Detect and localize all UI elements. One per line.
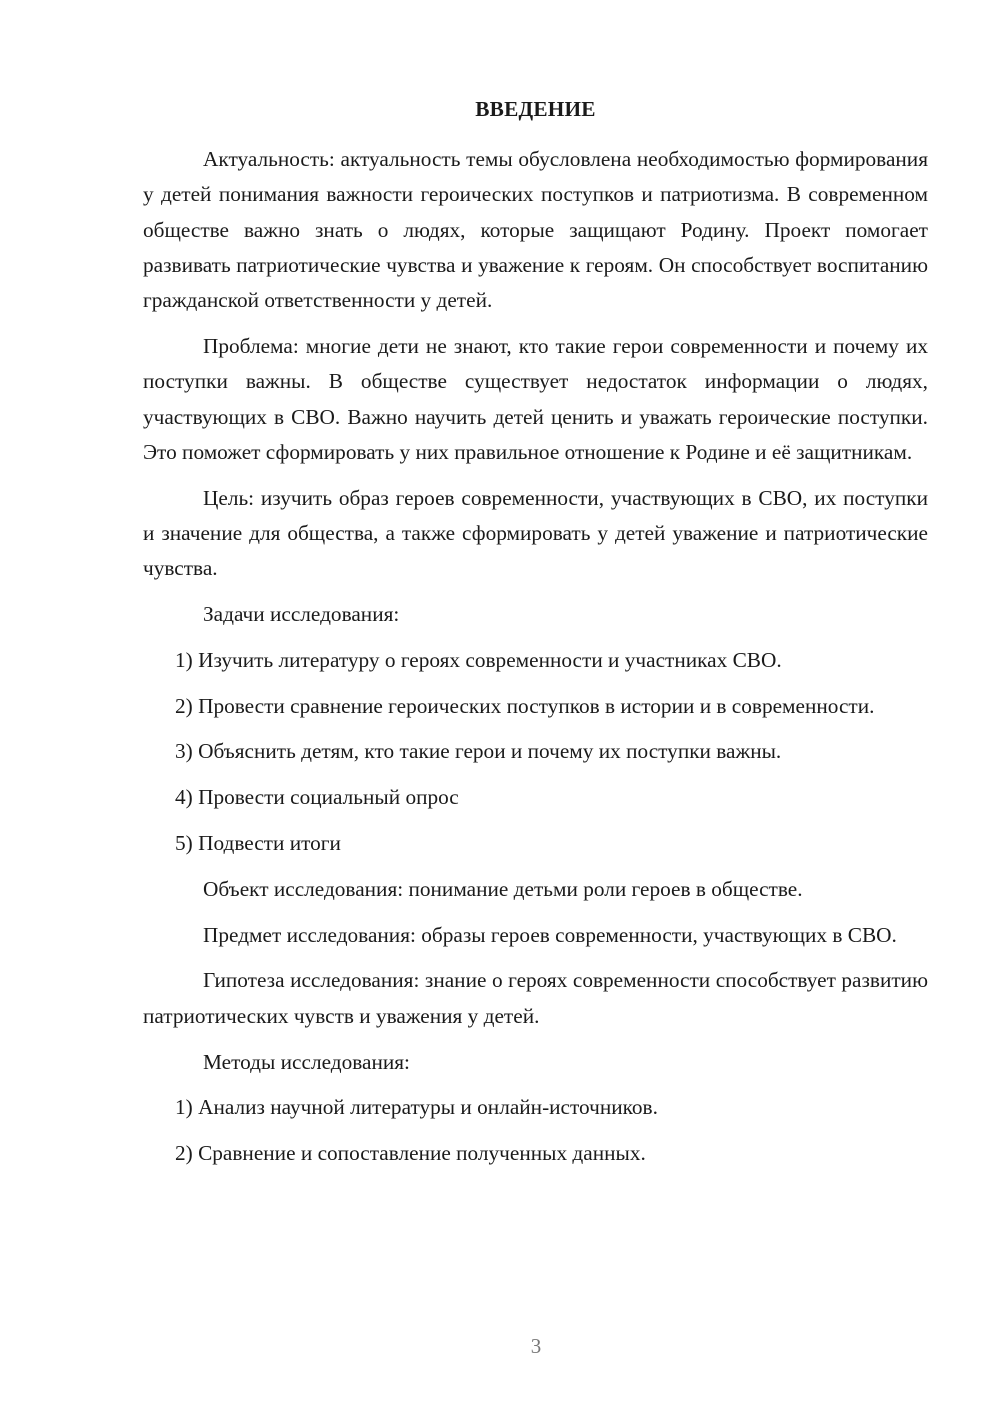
tasks-label: Задачи исследования: — [203, 602, 400, 627]
relevance-paragraph: Актуальность: актуальность темы обусловлена необходимостью формирования у детей понимания важности героических поступков и патриотизма. В современном обществе важно знать о людях, которые защищают Родину. Проект помогает развивать патриотические чувства и уважение к героям. Он способствует воспитанию гражданской ответственности у детей. — [143, 147, 928, 313]
hypothesis-paragraph: Гипотеза исследования: знание о героях современности способствует развитию патриотических чувств и уважения у детей. — [143, 968, 928, 1028]
tasks-list — [143, 643, 928, 861]
task-item: 2) Провести сравнение героических поступков в истории и в современности. — [175, 693, 875, 718]
page-content — [143, 92, 928, 1182]
section-title: ВВЕДЕНИЕ — [475, 97, 596, 121]
methods-list — [143, 1090, 928, 1171]
object-paragraph: Объект исследования: понимание детьми роли героев в обществе. — [203, 876, 803, 901]
task-item: 5) Подвести итоги — [175, 831, 341, 856]
methods-label: Методы исследования: — [203, 1049, 410, 1074]
method-item: 2) Сравнение и сопоставление полученных данных. — [175, 1141, 646, 1166]
problem-paragraph: Проблема: многие дети не знают, кто такие герои современности и почему их поступки важны. В обществе существует недостаток информации о людях, участвующих в СВО. Важно научить детей ценить и уважать героические поступки. Это поможет сформировать у них правильное отношение к Родине и её защитникам. — [143, 333, 928, 464]
task-item: 4) Провести социальный опрос — [175, 785, 459, 810]
page-number: 3 — [530, 1334, 542, 1358]
method-item: 1) Анализ научной литературы и онлайн-источников. — [175, 1095, 658, 1120]
task-item: 1) Изучить литературу о героях современности и участниках СВО. — [175, 647, 782, 672]
task-item: 3) Объяснить детям, кто такие герои и почему их поступки важны. — [175, 739, 782, 764]
goal-paragraph: Цель: изучить образ героев современности, участвующих в СВО, их поступки и значение для общества, а также сформировать у детей уважение и патриотические чувства. — [143, 485, 928, 581]
subject-paragraph: Предмет исследования: образы героев современности, участвующих в СВО. — [203, 922, 897, 947]
